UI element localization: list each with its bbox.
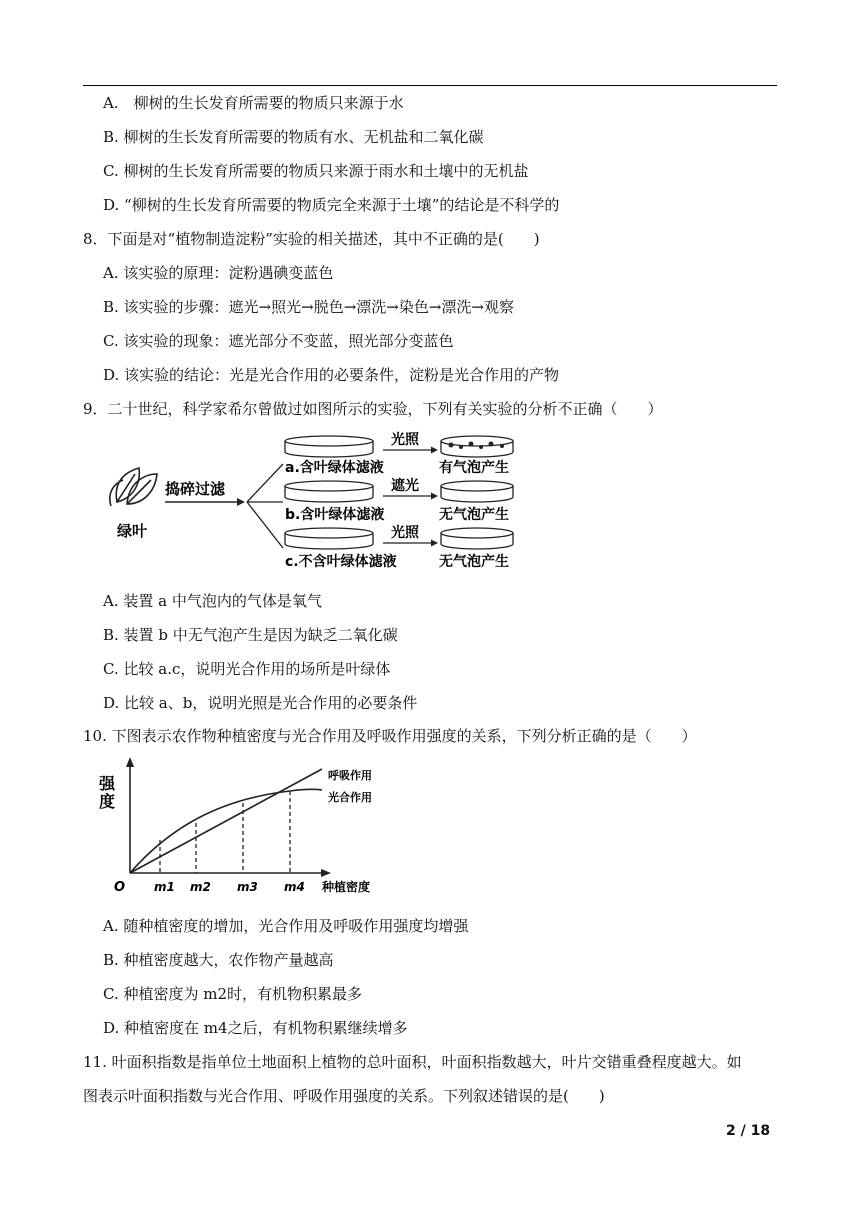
dish-a-label: a.含叶绿体滤液 — [285, 460, 384, 476]
q8-option-a: A. 该实验的原理：淀粉遇碘变蓝色 — [103, 264, 334, 282]
series-label-photosynthesis: 光合作用 — [328, 791, 372, 804]
x-tick-label-m4: m4 — [284, 880, 305, 894]
q10-option-d: D. 种植密度在 m4之后，有机物积累继续增多 — [103, 1019, 408, 1037]
q8-option-d: D. 该实验的结论：光是光合作用的必要条件，淀粉是光合作用的产物 — [103, 366, 560, 384]
series-respiration-line — [130, 769, 322, 873]
series-label-respiration: 呼吸作用 — [328, 769, 372, 782]
q7-option-c: C. 柳树的生长发育所需要的物质只来源于雨水和土壤中的无机盐 — [103, 162, 529, 180]
q8-option-b: B. 该实验的步骤：遮光→照光→脱色→漂洗→染色→漂洗→观察 — [103, 298, 514, 316]
q10-option-c: C. 种植密度为 m2时，有机物积累最多 — [103, 985, 363, 1003]
q7-option-d: D. “柳树的生长发育所需要的物质完全来源于土壤”的结论是不科学的 — [103, 196, 560, 214]
condition-b: 遮光 — [391, 478, 419, 494]
dish-b-label: b.含叶绿体滤液 — [285, 507, 385, 523]
result-b: 无气泡产生 — [439, 507, 509, 523]
dish-a-result — [441, 436, 513, 457]
dish-a — [285, 436, 373, 457]
condition-c: 光照 — [391, 525, 419, 541]
q7-option-b: B. 柳树的生长发育所需要的物质有水、无机盐和二氧化碳 — [103, 128, 484, 146]
q9-option-c: C. 比较 a.c，说明光合作用的场所是叶绿体 — [103, 660, 391, 678]
leaf-label: 绿叶 — [117, 522, 148, 540]
result-a: 有气泡产生 — [439, 460, 509, 476]
result-c: 无气泡产生 — [439, 554, 509, 570]
q10-option-a: A. 随种植密度的增加，光合作用及呼吸作用强度均增强 — [103, 917, 469, 935]
x-tick-label-m1: m1 — [154, 880, 175, 894]
series-photosynthesis-curve — [130, 789, 322, 873]
y-axis-label-line1: 强度 — [96, 775, 116, 811]
q9-option-a: A. 装置 a 中气泡内的气体是氧气 — [103, 592, 322, 610]
dish-c-result — [441, 528, 513, 549]
header-rule — [83, 85, 777, 86]
q9-option-d: D. 比较 a、b，说明光照是光合作用的必要条件 — [103, 694, 418, 712]
q8-stem: 8．下面是对“植物制造淀粉”实验的相关描述，其中不正确的是( ) — [83, 230, 540, 248]
x-tick-label-m2: m2 — [190, 880, 211, 894]
x-axis-label: 种植密度 — [322, 880, 371, 894]
q10-option-b: B. 种植密度越大，农作物产量越高 — [103, 951, 334, 969]
hill-experiment-diagram — [105, 432, 525, 578]
q9-option-b: B. 装置 b 中无气泡产生是因为缺乏二氧化碳 — [103, 626, 398, 644]
dish-c — [285, 528, 373, 549]
dish-b-result — [441, 481, 513, 502]
page-number: 2 / 18 — [726, 1123, 771, 1139]
density-intensity-chart — [96, 755, 390, 900]
origin-label: O — [114, 880, 126, 895]
q8-option-c: C. 该实验的现象：遮光部分不变蓝，照光部分变蓝色 — [103, 332, 454, 350]
process-label: 捣碎过滤 — [165, 480, 226, 498]
leaf-icon — [110, 468, 157, 506]
q7-option-a: A. 柳树的生长发育所需要的物质只来源于水 — [103, 94, 404, 112]
x-tick-label-m3: m3 — [237, 880, 258, 894]
dish-c-label: c.不含叶绿体滤液 — [285, 554, 397, 570]
q11-stem-line2: 图表示叶面积指数与光合作用、呼吸作用强度的关系。下列叙述错误的是( ) — [83, 1087, 605, 1105]
q10-stem: 10. 下图表示农作物种植密度与光合作用及呼吸作用强度的关系，下列分析正确的是（ ） — [83, 727, 697, 745]
q11-stem-line1: 11. 叶面积指数是指单位土地面积上植物的总叶面积，叶面积指数越大，叶片交错重叠程度越大。如 — [83, 1053, 742, 1071]
condition-a: 光照 — [391, 432, 419, 448]
dish-b — [285, 481, 373, 502]
q9-stem: 9．二十世纪，科学家希尔曾做过如图所示的实验，下列有关实验的分析不正确（ ） — [83, 400, 663, 418]
